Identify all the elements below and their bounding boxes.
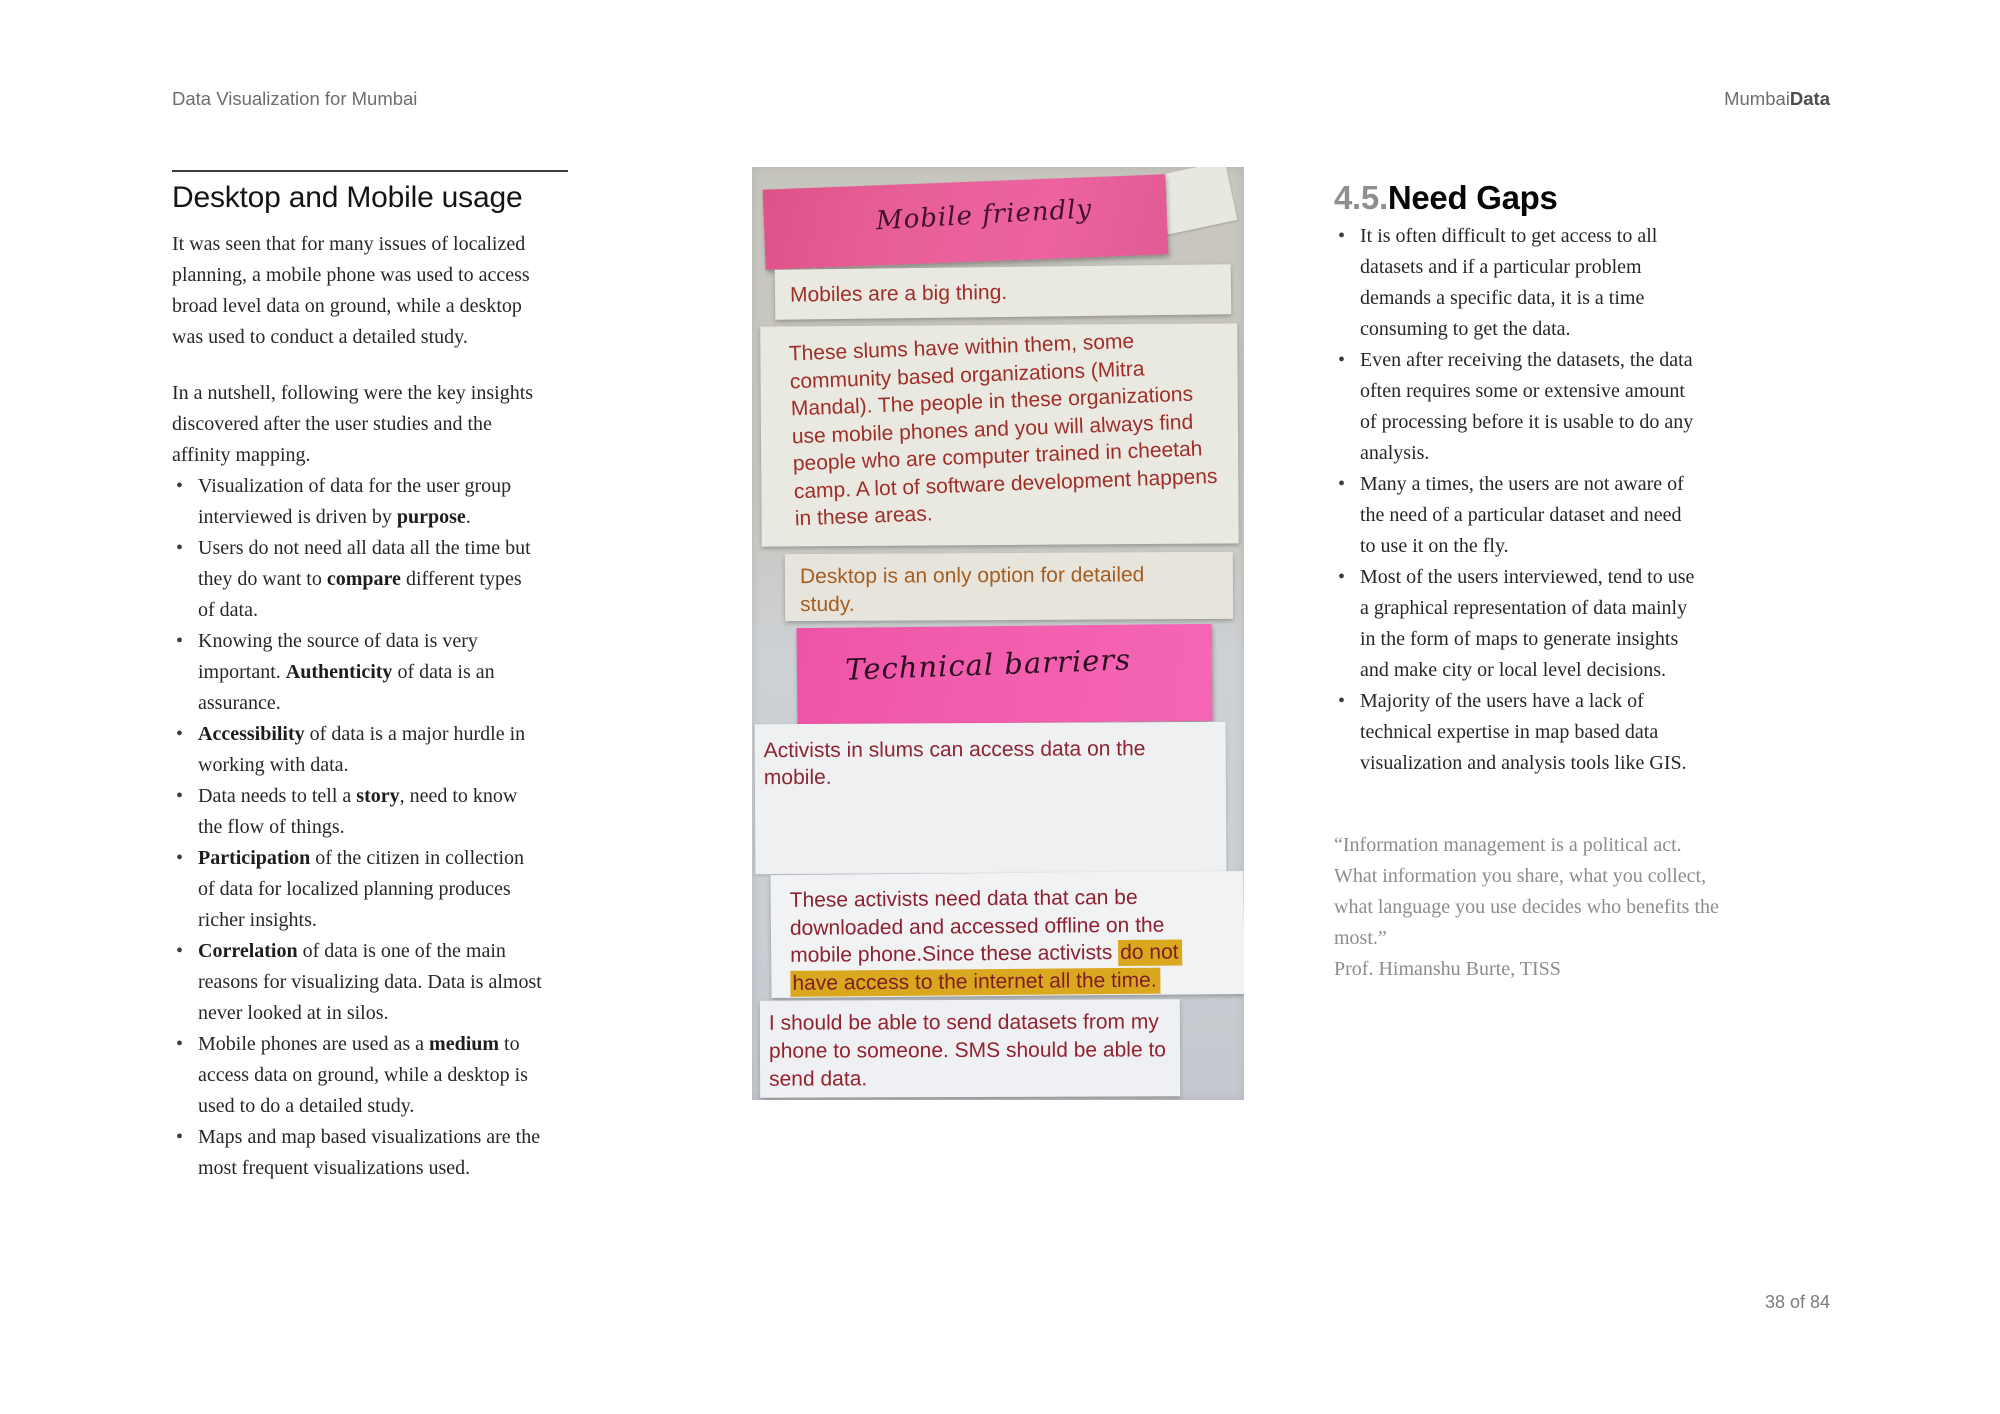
quote-block <box>1334 830 1719 985</box>
bullet-item: • Visualization of data for the user group interviewed is driven by purpose. <box>172 471 542 533</box>
bullet-item: • Most of the users interviewed, tend to use a graphical representation of data mainly in the form of maps to generate insights and make city or local level decisions. <box>1334 562 1694 686</box>
brand-name-regular: Mumbai <box>1724 88 1790 109</box>
intro-paragraph: It was seen that for many issues of localized planning, a mobile phone was used to access broad level data on ground, while a desktop was used to conduct a detailed study. <box>172 233 530 348</box>
quote-attribution: Prof. Himanshu Burte, TISS <box>1334 958 1561 980</box>
highlighted-text: do not have access to the internet all the time. <box>790 939 1182 996</box>
note-text: These activists need data that can be downloaded and accessed offline on the mobile phone.Since these activists <box>789 885 1165 967</box>
insights-bullet-list <box>172 471 542 1184</box>
note-strip-activists-access <box>755 722 1227 874</box>
section-number: 4.5. <box>1334 179 1388 216</box>
left-column <box>172 0 568 1414</box>
page-title: Desktop and Mobile usage <box>172 181 523 214</box>
note-text: Desktop is an only option for detailed study. <box>799 563 1145 617</box>
brand-name-bold: Data <box>1789 88 1830 109</box>
insights-paragraph: In a nutshell, following were the key insights discovered after the user studies and the affinity mapping. <box>172 382 534 466</box>
document-title: Data Visualization for Mumbai <box>172 88 418 109</box>
handwritten-label: Technical barriers <box>844 642 1132 687</box>
section-divider-line <box>172 170 568 172</box>
sticky-note-mobile-friendly <box>763 174 1169 269</box>
bullet-item: • Participation of the citizen in collection of data for localized planning produces richer insights. <box>172 843 542 936</box>
bullet-item: • Data needs to tell a story, need to know the flow of things. <box>172 781 542 843</box>
note-strip-desktop-option <box>785 552 1233 621</box>
bullet-item: • Mobile phones are used as a medium to access data on ground, while a desktop is used to do a detailed study. <box>172 1029 542 1122</box>
right-column <box>1334 0 1834 1414</box>
bullet-item: • Majority of the users have a lack of technical expertise in map based data visualization and analysis tools like GIS. <box>1334 686 1694 779</box>
handwritten-label: Mobile friendly <box>875 194 1093 237</box>
section-title: Need Gaps <box>1387 179 1558 216</box>
note-text: These slums have within them, some community based organizations (Mitra Mandal). The people in these organizations use mobile phones and you will always find people who are computer trained in cheetah camp. A lot of software development happens in these areas. <box>788 329 1218 531</box>
bullet-item: • Users do not need all data all the time but they do want to compare different types of data. <box>172 533 542 626</box>
bullet-item: • Even after receiving the datasets, the data often requires some or extensive amount of processing before it is usable to do any analysis. <box>1334 345 1694 469</box>
bullet-item: • Knowing the source of data is very important. Authenticity of data is an assurance. <box>172 626 542 719</box>
bullet-item: • Maps and map based visualizations are the most frequent visualizations used. <box>172 1122 542 1184</box>
note-strip-sms-datasets <box>760 999 1180 1097</box>
sticky-note-technical-barriers <box>797 624 1213 725</box>
note-strip-offline-data <box>770 871 1244 998</box>
note-strip-mobiles-big-thing <box>775 264 1232 320</box>
note-text: Activists in slums can access data on the mobile. <box>763 737 1146 790</box>
page-number: 38 of 84 <box>1764 1292 1830 1312</box>
bullet-item: • It is often difficult to get access to all datasets and if a particular problem demands a specific data, it is a time consuming to get the data. <box>1334 221 1694 345</box>
affinity-mapping-photo <box>752 167 1244 1100</box>
note-strip-slum-organizations <box>760 323 1239 546</box>
bullet-item: • Many a times, the users are not aware of the need of a particular dataset and need to use it on the fly. <box>1334 469 1694 562</box>
need-gaps-bullet-list <box>1334 221 1694 779</box>
bullet-item: • Accessibility of data is a major hurdle in working with data. <box>172 719 542 781</box>
note-text: Mobiles are a big thing. <box>789 280 1008 307</box>
bullet-item: • Correlation of data is one of the main reasons for visualizing data. Data is almost never looked at in silos. <box>172 936 542 1029</box>
note-text: I should be able to send datasets from my phone to someone. SMS should be able to send data. <box>768 1010 1166 1091</box>
quote-text: “Information management is a political act. What information you share, what you collect, what language you use decides who benefits the most.” <box>1334 834 1719 949</box>
section-heading-need-gaps <box>1334 179 1558 217</box>
